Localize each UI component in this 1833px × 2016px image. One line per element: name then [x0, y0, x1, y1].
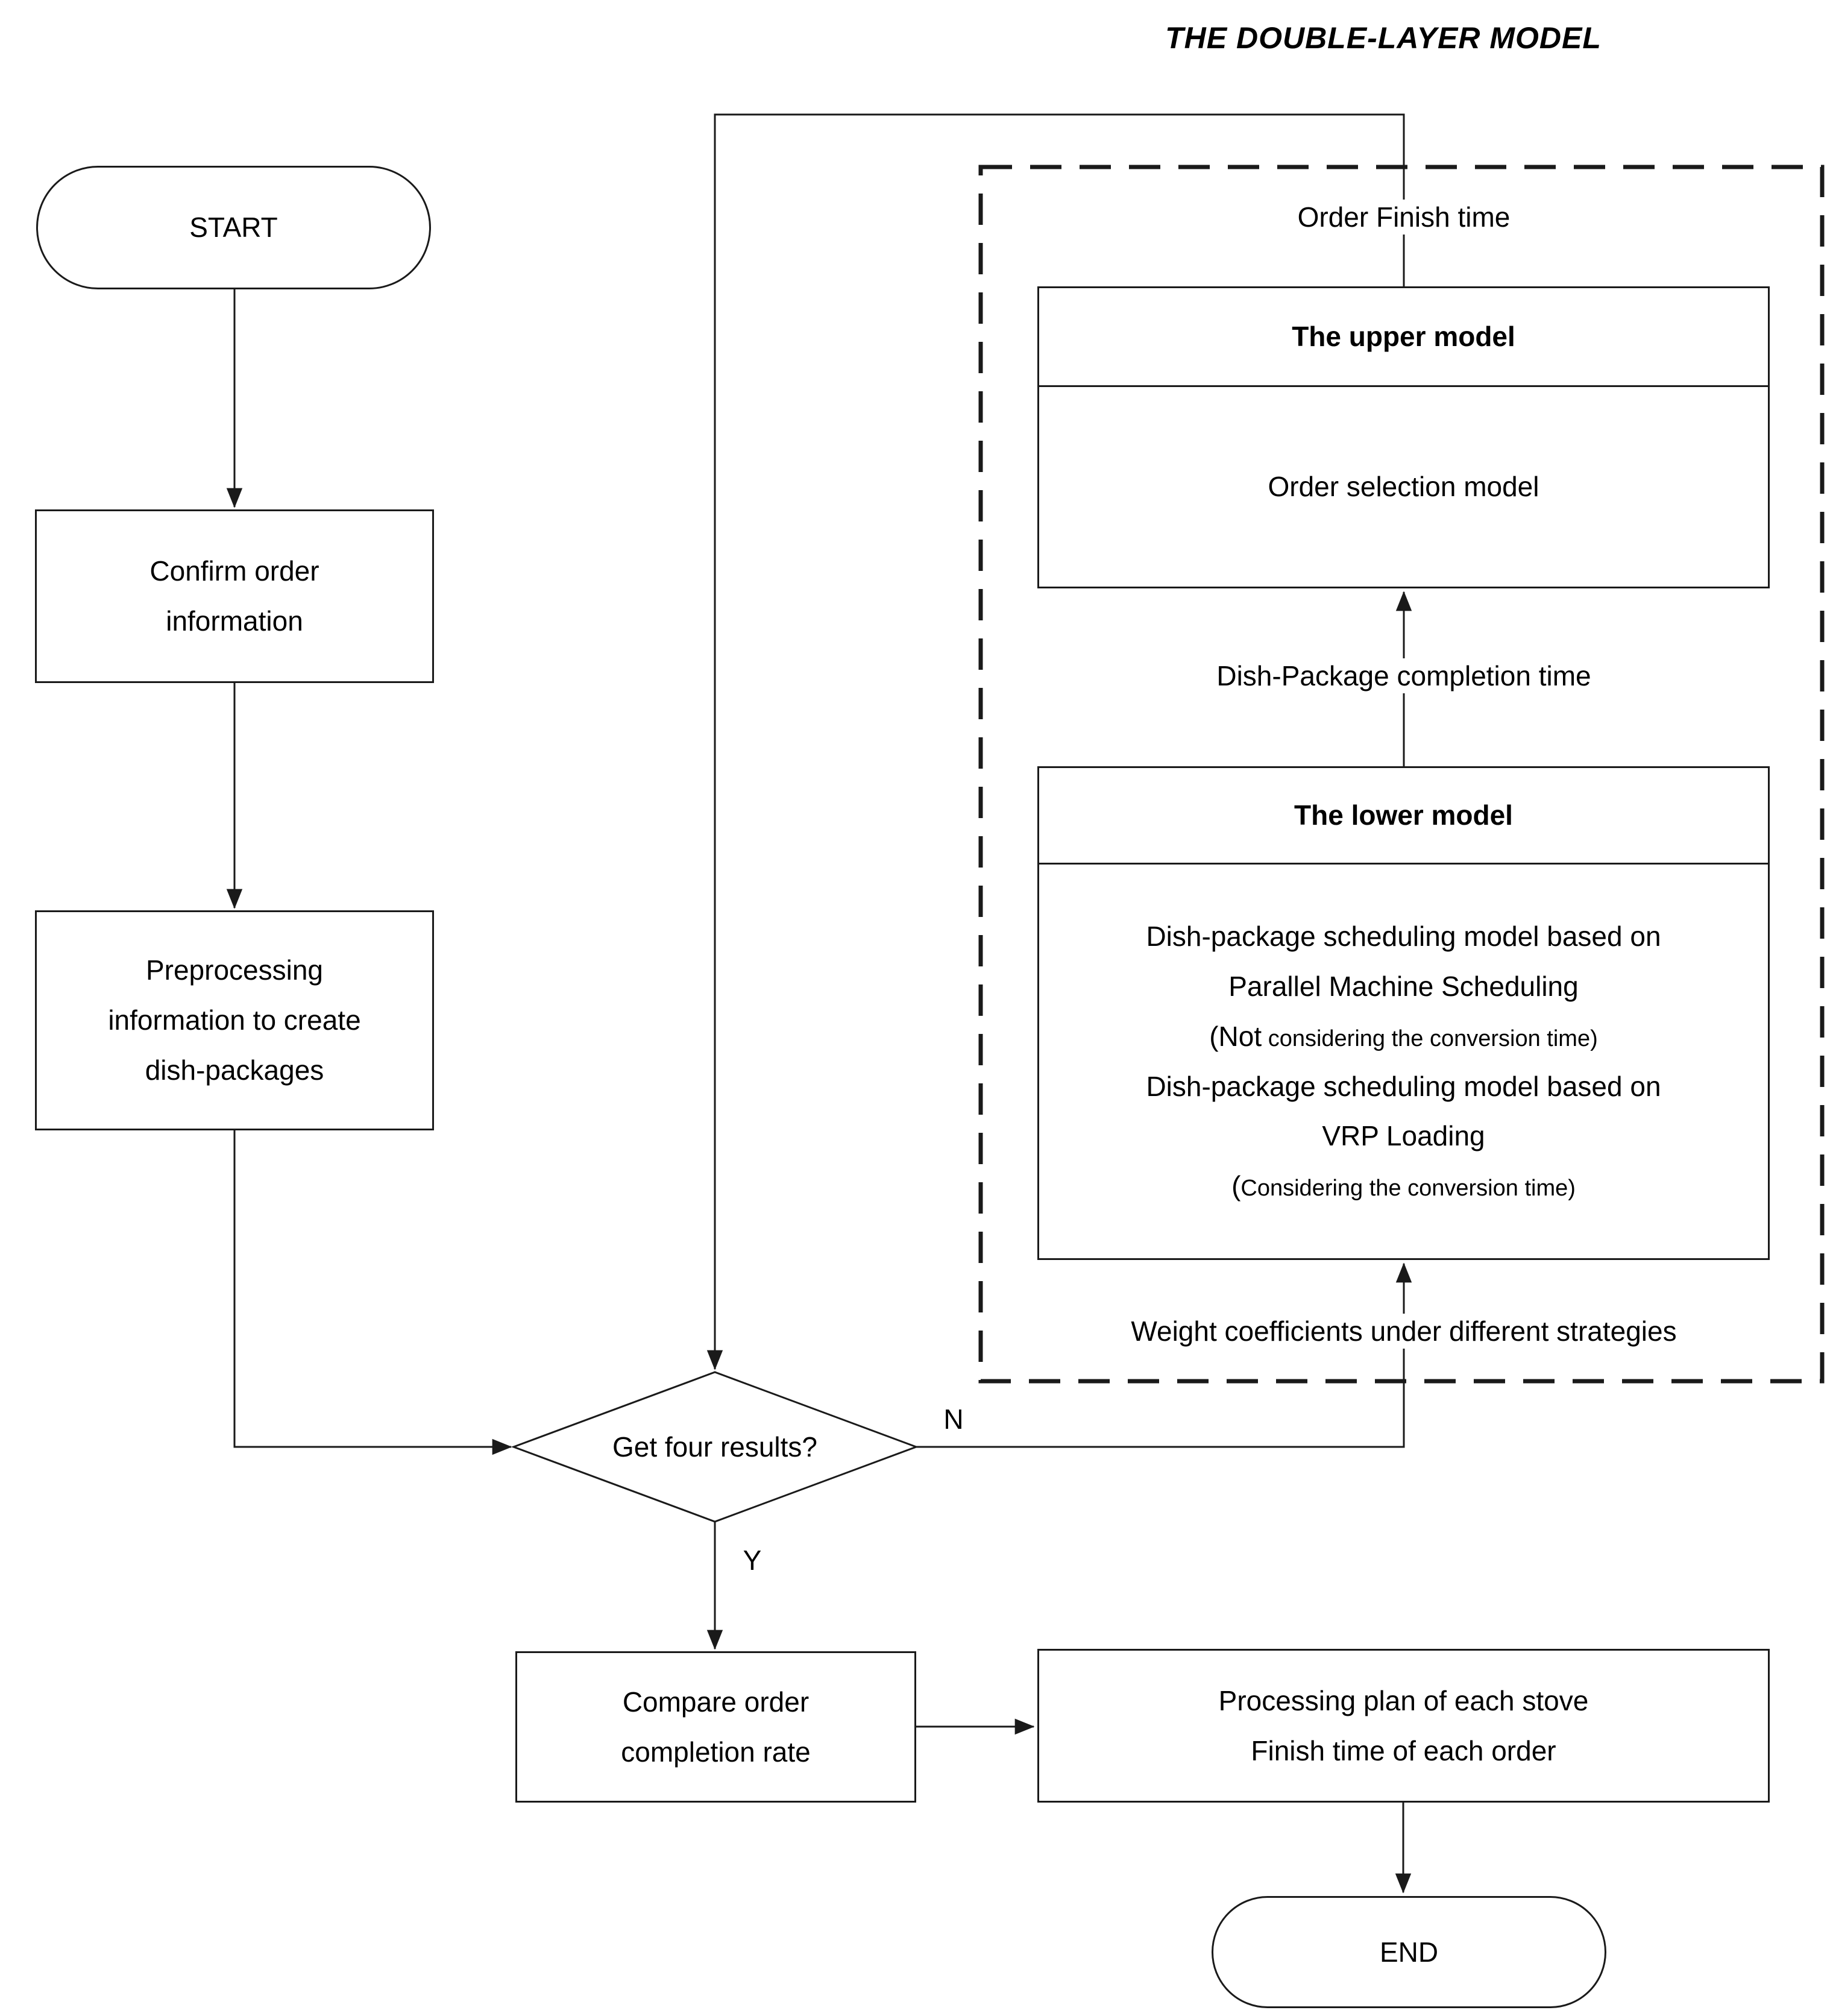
preprocess-line-2: information to create: [108, 1004, 361, 1036]
processing-plan-node: [1037, 1649, 1770, 1803]
weight-coefficients-label: Weight coefficients under different strategies: [1116, 1314, 1691, 1349]
lower-model-line-5: VRP Loading: [1322, 1120, 1485, 1152]
compare-node: [515, 1651, 916, 1803]
lower-model-line-1: Dish-package scheduling model based on: [1146, 921, 1661, 953]
lower-model-line-3-main: (Not: [1209, 1020, 1262, 1052]
lower-model-line-3: [1209, 1012, 1598, 1062]
lower-model-node: [1037, 766, 1770, 1260]
processing-line-2: Finish time of each order: [1251, 1734, 1556, 1766]
lower-model-body: [1039, 865, 1768, 1258]
dish-package-completion-time-label: Dish-Package completion time: [1202, 658, 1605, 693]
upper-model-header-label: The upper model: [1292, 321, 1515, 353]
preprocess-line-3: dish-packages: [145, 1054, 324, 1086]
preprocess-line-1: Preprocessing: [145, 954, 324, 986]
confirm-line-2: information: [166, 605, 303, 637]
confirm-line-1: Confirm order: [149, 555, 319, 587]
lower-model-line-2: Parallel Machine Scheduling: [1228, 970, 1579, 1002]
lower-model-line-6-main: (: [1231, 1170, 1241, 1202]
upper-model-body: [1039, 387, 1768, 587]
preprocess-node: [35, 910, 434, 1130]
upper-model-node: [1037, 286, 1770, 588]
lower-model-line-4: Dish-package scheduling model based on: [1146, 1070, 1661, 1102]
lower-model-line-3-small: considering the conversion time): [1262, 1025, 1598, 1051]
end-label: END: [1379, 1936, 1439, 1968]
confirm-order-node: [35, 509, 434, 683]
edge-preprocess-to-decision: [234, 1130, 511, 1447]
processing-line-1: Processing plan of each stove: [1218, 1684, 1589, 1716]
edge-decision-no-to-lower-model: [916, 1264, 1404, 1447]
compare-line-1: Compare order: [622, 1686, 810, 1718]
decision-node: [514, 1372, 916, 1522]
lower-model-line-6: [1231, 1161, 1576, 1211]
upper-model-header: [1039, 288, 1768, 387]
lower-model-header: [1039, 768, 1768, 865]
start-node: [36, 166, 431, 289]
compare-line-2: completion rate: [621, 1736, 811, 1768]
order-finish-time-label: Order Finish time: [1283, 200, 1525, 235]
start-label: START: [189, 212, 278, 244]
decision-no-label: N: [943, 1403, 964, 1435]
lower-model-header-label: The lower model: [1294, 799, 1513, 831]
decision-yes-label: Y: [743, 1545, 762, 1576]
decision-label: Get four results?: [612, 1431, 818, 1463]
diagram-title: THE DOUBLE-LAYER MODEL: [1165, 21, 1602, 55]
lower-model-line-6-small: Considering the conversion time): [1240, 1176, 1576, 1202]
end-node: [1212, 1896, 1606, 2008]
upper-model-body-label: Order selection model: [1268, 471, 1539, 503]
